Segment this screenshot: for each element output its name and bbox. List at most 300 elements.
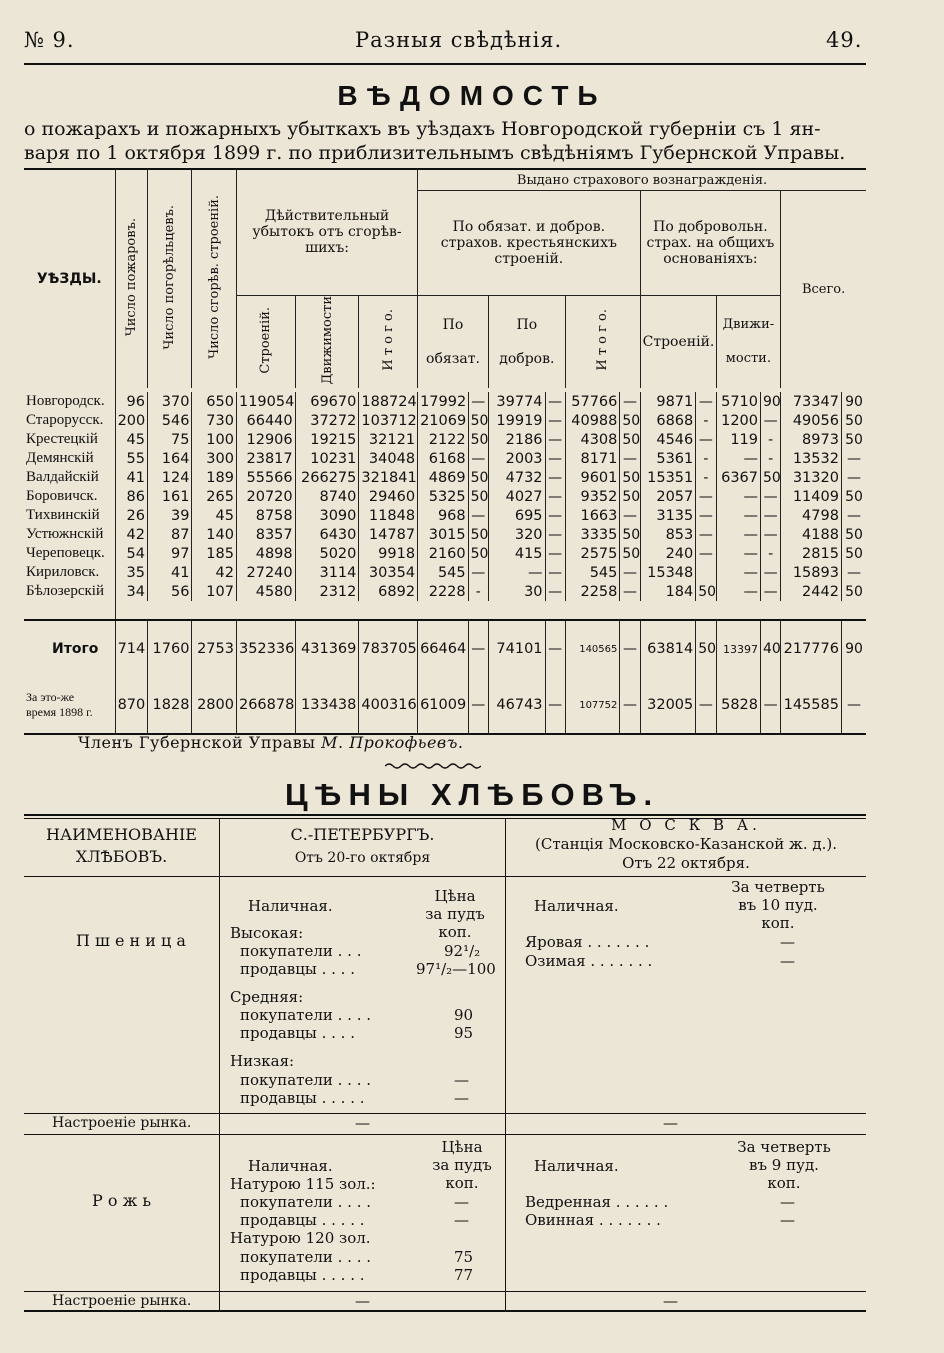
row-cell: 546 — [147, 411, 192, 430]
row-cell: 320 — [488, 525, 545, 544]
wheat-high-sellers: продавцы . . . . — [240, 960, 355, 978]
wheat-high: Высокая: — [230, 924, 304, 942]
row-cell: 321841 — [359, 468, 418, 487]
row-cell: 266275 — [295, 468, 359, 487]
row-cell: 266878 — [236, 677, 295, 734]
wheat-low-buyers: покупатели . . . . — [240, 1071, 372, 1089]
row-cell: 30 — [488, 582, 545, 601]
wheat-high-sellers-value: 97¹/₂—100 — [416, 960, 496, 978]
rye-msk-cash: Наличная. — [534, 1157, 619, 1175]
table-row — [24, 430, 866, 449]
row-cell: 545 — [418, 563, 469, 582]
row-cell: 9352 — [565, 487, 620, 506]
wheat-spring-value: — — [780, 933, 795, 951]
table-row — [24, 544, 866, 563]
row-cell: — — [716, 487, 761, 506]
row-uezd-name: Кириловск. — [26, 564, 100, 580]
row-cell: 8973 — [781, 430, 842, 449]
row-cell: 21069 — [418, 411, 469, 430]
row-cell: — — [545, 487, 565, 506]
row-cell: 870 — [115, 677, 147, 734]
row-cell: 145585 — [781, 677, 842, 734]
row-cell: 11409 — [781, 487, 842, 506]
row-uezd-name: Итого — [24, 620, 115, 677]
row-cell: 50 — [696, 582, 716, 601]
row-cell: 41 — [115, 468, 147, 487]
row-cell: 56 — [147, 582, 192, 601]
row-cell: — — [761, 525, 781, 544]
row-cell: 37272 — [295, 411, 359, 430]
row-cell: — — [696, 487, 716, 506]
row-cell: 8740 — [295, 487, 359, 506]
row-uezd-name: Боровичск. — [26, 488, 98, 504]
fires-subtitle-line1: о пожарахъ и пожарныхъ убыткахъ въ уѣздахъ Новгородской губерніи съ 1 ян- — [24, 118, 821, 140]
row-cell: 69670 — [295, 392, 359, 411]
row-cell: 13397 — [716, 620, 761, 677]
col-paid-total: И т о г о. — [565, 295, 640, 388]
row-cell: 2815 — [781, 544, 842, 563]
row-cell: 4188 — [781, 525, 842, 544]
row-cell: 50 — [841, 544, 866, 563]
row-cell: 97 — [147, 544, 192, 563]
row-cell: 46743 — [488, 677, 545, 734]
ornament-divider — [385, 762, 481, 770]
section-title: Разныя свѣдѣнія. — [355, 28, 563, 52]
row-cell: — — [841, 449, 866, 468]
row-cell: 13532 — [781, 449, 842, 468]
row-cell: 50 — [468, 544, 488, 563]
row-cell: 730 — [192, 411, 237, 430]
col-paid-vol: По добров. — [488, 295, 565, 388]
row-cell: — — [761, 506, 781, 525]
row-cell: — — [696, 392, 716, 411]
row-cell: 49056 — [781, 411, 842, 430]
wheat-winter-value: — — [780, 952, 795, 970]
row-cell: 8758 — [236, 506, 295, 525]
row-cell: 714 — [115, 620, 147, 677]
wheat-high-buyers: покупатели . . . — [240, 942, 362, 960]
row-cell: — — [716, 449, 761, 468]
wheat-spb-cash: Наличная. — [248, 897, 333, 915]
row-cell: 5710 — [716, 392, 761, 411]
row-cell: — — [488, 563, 545, 582]
row-cell: 66464 — [418, 620, 469, 677]
row-cell: 42 — [115, 525, 147, 544]
row-cell: 119 — [716, 430, 761, 449]
row-cell: — — [716, 582, 761, 601]
row-cell: 107752 — [565, 677, 620, 734]
rye-mood-label: Настроеніе рынка. — [52, 1293, 192, 1309]
row-cell: 45 — [115, 430, 147, 449]
row-cell: — — [761, 677, 781, 734]
col-uezd: УѢЗДЫ. — [24, 169, 115, 388]
rye-nat115-buyers-value: — — [454, 1193, 469, 1211]
row-cell: 32121 — [359, 430, 418, 449]
row-cell: 45 — [192, 506, 237, 525]
row-cell: 6367 — [716, 468, 761, 487]
prices-head-rule — [24, 876, 866, 877]
row-cell: 27240 — [236, 563, 295, 582]
row-cell: — — [545, 430, 565, 449]
row-cell: 695 — [488, 506, 545, 525]
row-cell: 1760 — [147, 620, 192, 677]
row-cell: 75 — [147, 430, 192, 449]
row-cell: — — [761, 411, 781, 430]
row-uezd-name: Демянскій — [26, 450, 94, 466]
row-cell: — — [620, 620, 640, 677]
row-uezd-name: Устюжнскій — [26, 526, 104, 542]
wheat-msk-cash: Наличная. — [534, 897, 619, 915]
row-cell: 4308 — [565, 430, 620, 449]
row-cell: - — [761, 544, 781, 563]
row-cell: 853 — [640, 525, 696, 544]
row-cell: — — [545, 468, 565, 487]
row-cell: 11848 — [359, 506, 418, 525]
col-group-loss: Дѣйствительный убытокъ отъ сгорѣв-шихъ: — [236, 169, 417, 295]
row-cell: 2057 — [640, 487, 696, 506]
row-cell: — — [545, 563, 565, 582]
row-cell: 10231 — [295, 449, 359, 468]
wheat-mood-msk: — — [663, 1114, 678, 1132]
rye-ovin-value: — — [780, 1211, 795, 1229]
row-cell: 431369 — [295, 620, 359, 677]
row-uezd-name: Валдайскій — [26, 469, 99, 485]
rye-vedr: Ведренная . . . . . . — [525, 1193, 669, 1211]
col-paid-oblig: По обязат. — [418, 295, 489, 388]
fires-subtitle-line2: варя по 1 октября 1899 г. по приблизительнымъ свѣдѣніямъ Губернской Управы. — [24, 142, 846, 164]
col-group-paid: Выдано страхового вознагражденія. — [418, 169, 866, 191]
rye-label: Р о ж ь — [92, 1191, 152, 1210]
row-cell: 34048 — [359, 449, 418, 468]
row-cell: 50 — [468, 411, 488, 430]
row-cell: — — [761, 563, 781, 582]
row-cell: 5020 — [295, 544, 359, 563]
issue-number: № 9. — [24, 28, 75, 52]
row-uezd-name: Новгородск. — [26, 393, 105, 409]
table-row — [24, 582, 866, 601]
row-cell: — — [545, 544, 565, 563]
rye-nat120-buyers-value: 75 — [454, 1248, 474, 1266]
row-uezd-name: Старорусск. — [26, 412, 104, 428]
row-cell: 90 — [841, 392, 866, 411]
table-row — [24, 411, 866, 430]
rye-vedr-value: — — [780, 1193, 795, 1211]
row-cell: 1200 — [716, 411, 761, 430]
row-cell: — — [468, 677, 488, 734]
row-cell: 9918 — [359, 544, 418, 563]
wheat-mood-label: Настроеніе рынка. — [52, 1115, 192, 1131]
row-cell: 50 — [620, 430, 640, 449]
row-cell: 4027 — [488, 487, 545, 506]
row-cell: 119054 — [236, 392, 295, 411]
table-row — [24, 449, 866, 468]
row-cell: — — [545, 620, 565, 677]
row-cell: — — [620, 582, 640, 601]
row-uezd-name: За это-же время 1898 г. — [24, 677, 115, 734]
col-loss-move: Движимости — [295, 295, 359, 388]
row-cell: 2258 — [565, 582, 620, 601]
row-cell: 55566 — [236, 468, 295, 487]
row-cell: 3135 — [640, 506, 696, 525]
fires-table — [24, 168, 866, 735]
row-cell: — — [620, 506, 640, 525]
row-cell: 50 — [620, 544, 640, 563]
row-cell: — — [696, 677, 716, 734]
rye-nat115-sellers-value: — — [454, 1211, 469, 1229]
row-cell: 63814 — [640, 620, 696, 677]
row-cell: 2228 — [418, 582, 469, 601]
row-cell: 4580 — [236, 582, 295, 601]
row-cell: 50 — [620, 468, 640, 487]
wheat-high-buyers-value: 92¹/₂ — [444, 942, 481, 960]
row-cell: — — [620, 449, 640, 468]
rye-nat120-buyers: покупатели . . . . — [240, 1248, 372, 1266]
row-cell: — — [620, 677, 640, 734]
row-cell: 188724 — [359, 392, 418, 411]
row-cell: 4869 — [418, 468, 469, 487]
row-cell: 4898 — [236, 544, 295, 563]
table-row — [24, 487, 866, 506]
row-cell: 90 — [841, 620, 866, 677]
col-buildings: Число сгорѣв. строеній. — [192, 169, 237, 388]
row-cell: 3090 — [295, 506, 359, 525]
row-cell: - — [696, 411, 716, 430]
prices-vline-2 — [505, 818, 506, 1310]
row-cell: 29460 — [359, 487, 418, 506]
table-row — [24, 506, 866, 525]
row-cell: 2312 — [295, 582, 359, 601]
row-cell: 4546 — [640, 430, 696, 449]
row-cell: 2003 — [488, 449, 545, 468]
row-cell: 50 — [620, 411, 640, 430]
row-cell: 184 — [640, 582, 696, 601]
prices-vline-1 — [219, 818, 220, 1310]
row-cell: 185 — [192, 544, 237, 563]
row-cell: 31320 — [781, 468, 842, 487]
wheat-winter: Озимая . . . . . . . — [525, 952, 653, 970]
table-row — [24, 468, 866, 487]
signature-name: М. Прокофьевъ. — [321, 733, 464, 752]
rye-mood-spb: — — [355, 1292, 370, 1310]
row-cell: 40 — [761, 620, 781, 677]
col-gen-build: Строеній. — [640, 295, 716, 388]
wheat-mid-sellers-value: 95 — [454, 1024, 474, 1042]
row-cell: — — [468, 392, 488, 411]
row-cell: — — [468, 449, 488, 468]
row-cell: 42 — [192, 563, 237, 582]
row-cell: 107 — [192, 582, 237, 601]
row-cell: 87 — [147, 525, 192, 544]
row-cell: 968 — [418, 506, 469, 525]
row-cell: — — [716, 525, 761, 544]
prices-header-spb: С.-ПЕТЕРБУРГЪ. Отъ 20-го октября — [290, 825, 435, 866]
rye-nat115-sellers: продавцы . . . . . — [240, 1211, 365, 1229]
row-cell: — — [716, 506, 761, 525]
row-cell: 14787 — [359, 525, 418, 544]
row-cell: 39774 — [488, 392, 545, 411]
row-cell: 50 — [761, 468, 781, 487]
row-cell: 783705 — [359, 620, 418, 677]
row-cell: - — [468, 582, 488, 601]
row-cell: 50 — [841, 430, 866, 449]
row-cell: 6430 — [295, 525, 359, 544]
wheat-low-buyers-value: — — [454, 1071, 469, 1089]
row-cell: 9601 — [565, 468, 620, 487]
col-loss-total: И т о г о. — [359, 295, 418, 388]
row-cell: 2442 — [781, 582, 842, 601]
row-cell: 50 — [468, 525, 488, 544]
row-cell: — — [716, 544, 761, 563]
row-cell: 133438 — [295, 677, 359, 734]
row-cell: — — [620, 392, 640, 411]
row-cell: — — [761, 582, 781, 601]
row-cell: 217776 — [781, 620, 842, 677]
row-cell: 73347 — [781, 392, 842, 411]
row-cell: 57766 — [565, 392, 620, 411]
row-cell: — — [761, 487, 781, 506]
rye-spb-price-head: Цѣна за пудъ коп. — [432, 1138, 492, 1192]
row-uezd-name: Череповецк. — [26, 545, 105, 561]
table-row — [24, 563, 866, 582]
row-cell: 140 — [192, 525, 237, 544]
row-cell: 650 — [192, 392, 237, 411]
row-cell: — — [696, 430, 716, 449]
row-cell: 30354 — [359, 563, 418, 582]
prices-header-name: НАИМЕНОВАНІЕ ХЛѢБОВЪ. — [46, 825, 197, 866]
row-cell: — — [620, 563, 640, 582]
wheat-low: Низкая: — [230, 1052, 295, 1070]
row-cell: - — [696, 449, 716, 468]
row-cell: — — [545, 525, 565, 544]
row-cell: 74101 — [488, 620, 545, 677]
row-cell: - — [696, 468, 716, 487]
col-group-peasant: По обязат. и добров. страхов. крестьянскихъ строеній. — [418, 191, 641, 296]
row-cell: 50 — [620, 525, 640, 544]
row-cell: 8171 — [565, 449, 620, 468]
row-cell: 6892 — [359, 582, 418, 601]
rye-spb-cash: Наличная. — [248, 1157, 333, 1175]
row-cell: 3015 — [418, 525, 469, 544]
row-cell: 50 — [468, 468, 488, 487]
row-uezd-name: Тихвинскій — [26, 507, 100, 523]
row-cell: 35 — [115, 563, 147, 582]
col-gen-move: Движи- мости. — [716, 295, 781, 388]
row-cell: 124 — [147, 468, 192, 487]
row-cell: 96 — [115, 392, 147, 411]
row-cell: 5361 — [640, 449, 696, 468]
row-cell: 5325 — [418, 487, 469, 506]
row-cell: 9871 — [640, 392, 696, 411]
rye-nat120-sellers: продавцы . . . . . — [240, 1266, 365, 1284]
row-cell: 103712 — [359, 411, 418, 430]
wheat-mood-spb: — — [355, 1114, 370, 1132]
wheat-low-sellers: продавцы . . . . . — [240, 1089, 365, 1107]
row-cell: 1828 — [147, 677, 192, 734]
row-cell: 12906 — [236, 430, 295, 449]
row-cell: 17992 — [418, 392, 469, 411]
row-cell: 15348 — [640, 563, 696, 582]
col-all: Всего. — [781, 191, 866, 389]
row-cell: — — [545, 411, 565, 430]
row-cell: 19919 — [488, 411, 545, 430]
row-cell: — — [841, 563, 866, 582]
row-cell: — — [545, 392, 565, 411]
row-cell: 265 — [192, 487, 237, 506]
row-cell: - — [761, 430, 781, 449]
wheat-spring: Яровая . . . . . . . — [525, 933, 650, 951]
row-cell: 15351 — [640, 468, 696, 487]
signature-prefix: Членъ Губернской Управы — [78, 733, 316, 752]
row-cell: 54 — [115, 544, 147, 563]
row-cell: — — [468, 620, 488, 677]
row-cell: 40988 — [565, 411, 620, 430]
row-cell: — — [841, 677, 866, 734]
row-cell: 66440 — [236, 411, 295, 430]
row-cell: — — [545, 582, 565, 601]
row-cell: — — [696, 544, 716, 563]
row-cell: 39 — [147, 506, 192, 525]
col-fires: Число пожаровъ. — [115, 169, 147, 388]
row-cell: 2122 — [418, 430, 469, 449]
row-cell: 8357 — [236, 525, 295, 544]
rye-nat115: Натурою 115 зол.: — [230, 1175, 376, 1193]
row-cell: 4732 — [488, 468, 545, 487]
signature — [78, 733, 463, 752]
row-cell: 415 — [488, 544, 545, 563]
row-cell: 50 — [620, 487, 640, 506]
wheat-spb-price-head: Цѣна за пудъ коп. — [425, 887, 485, 941]
row-cell: 164 — [147, 449, 192, 468]
row-cell: 50 — [841, 525, 866, 544]
header-rule — [24, 63, 866, 65]
row-cell: 3335 — [565, 525, 620, 544]
row-cell: 2575 — [565, 544, 620, 563]
row-cell: 50 — [696, 620, 716, 677]
row-cell: 4798 — [781, 506, 842, 525]
row-cell: — — [468, 506, 488, 525]
row-cell: 20720 — [236, 487, 295, 506]
row-cell: 50 — [468, 487, 488, 506]
wheat-msk-price-head: За четверть въ 10 пуд. коп. — [731, 878, 825, 932]
row-cell: 6168 — [418, 449, 469, 468]
row-cell: 90 — [761, 392, 781, 411]
row-cell: — — [841, 506, 866, 525]
row-cell: 2186 — [488, 430, 545, 449]
row-cell: 100 — [192, 430, 237, 449]
row-cell: 50 — [468, 430, 488, 449]
row-cell: 50 — [841, 582, 866, 601]
row-cell: 1663 — [565, 506, 620, 525]
row-cell: 19215 — [295, 430, 359, 449]
rye-mood-msk: — — [663, 1292, 678, 1310]
wheat-mid-buyers: покупатели . . . . — [240, 1006, 372, 1024]
row-cell: 545 — [565, 563, 620, 582]
wheat-mid-buyers-value: 90 — [454, 1006, 474, 1024]
row-cell — [696, 563, 716, 582]
row-cell: 161 — [147, 487, 192, 506]
row-cell: - — [761, 449, 781, 468]
wheat-mid: Средняя: — [230, 988, 304, 1006]
rye-nat115-buyers: покупатели . . . . — [240, 1193, 372, 1211]
rye-nat120: Натурою 120 зол. — [230, 1229, 371, 1247]
table-row — [24, 392, 866, 411]
row-cell: 3114 — [295, 563, 359, 582]
row-cell: — — [545, 677, 565, 734]
row-cell: — — [696, 506, 716, 525]
table-row-total — [24, 620, 866, 677]
row-cell: — — [696, 525, 716, 544]
row-cell: 26 — [115, 506, 147, 525]
